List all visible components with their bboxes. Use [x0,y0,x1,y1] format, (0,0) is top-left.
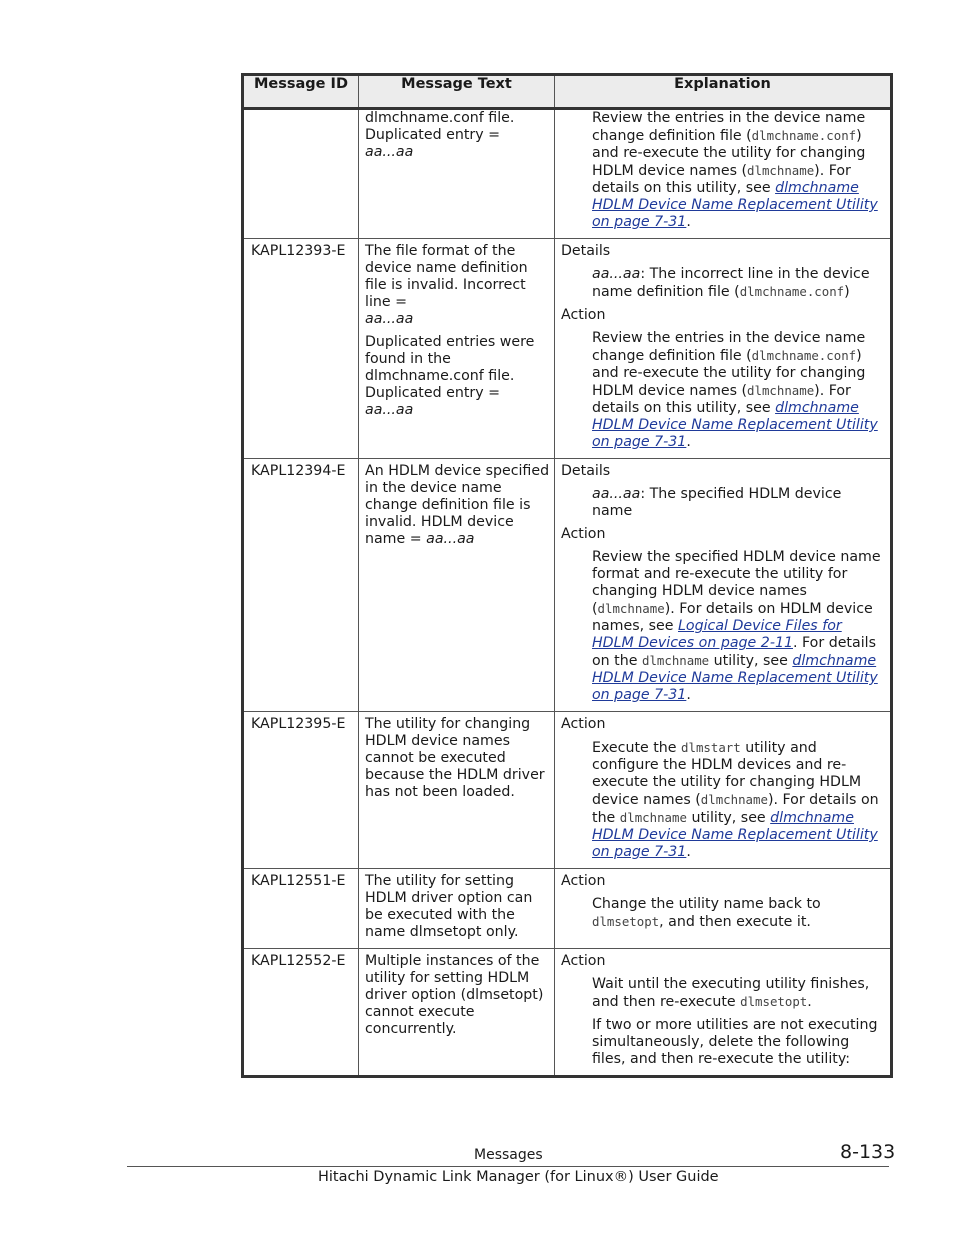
details-text: aa...aa: The specified HDLM device name [592,486,842,519]
action-label: Action [561,307,606,323]
message-id-cell: KAPL12393-E [243,239,359,459]
message-variable: aa...aa [365,402,414,418]
code-term: dlmchname [641,653,710,668]
code-term: dlmchname [747,383,815,398]
message-table [241,73,893,1078]
message-id-cell [243,109,359,239]
code-term: dlmchname [700,792,768,807]
action-text: Review the specified HDLM device name format and re-execute the utility for changing HDLM device names (dlmchname). For details on HDLM device names, see Logical Device Files for HDLM Devices on page 2-11. For details on the dlmchname utility, see dlmchname HDLM Device Name Replacement Utility on page 7-31. [592,549,881,703]
message-text-cell: The utility for changing HDLM device names cannot be executed because the HDLM driver has not been loaded. [359,712,555,869]
footer-divider [127,1166,889,1167]
message-text: An HDLM device specified in the device name change definition file is invalid. HDLM device name = aa...aa [365,463,550,547]
message-text: The file format of the device name definition file is invalid. Incorrect line = [365,243,528,310]
message-text: dlmchname.conf file. [365,110,515,126]
details-label: Details [561,463,611,479]
explanation-cell [555,869,892,949]
table-header-row [243,75,892,109]
message-id-cell: KAPL12551-E [243,869,359,949]
cross-reference-link[interactable]: dlmchname HDLM Device Name Replacement Utility on page 7-31 [592,810,878,860]
code-term: dlmstart [681,740,741,755]
message-text-cell [359,239,555,459]
action-text: Wait until the executing utility finishes, and then re-execute dlmsetopt. [592,976,870,1010]
code-term: dlmsetopt [740,994,808,1009]
action-text: Review the entries in the device name change definition file (dlmchname.conf) and re-execute the utility for changing HDLM device names (dlmchname). For details on this utility, see dlmchname HDLM Device Name Replacement Utility on page 7-31. [592,330,878,450]
action-label: Action [561,526,606,542]
explanation-cell [555,949,892,1077]
code-term: dlmchname [597,601,665,616]
message-variable: aa...aa [426,531,475,547]
explanation-cell [555,712,892,869]
message-text-cell [359,459,555,712]
cross-reference-link[interactable]: Logical Device Files for HDLM Devices on page 2-11 [592,618,842,651]
action-text: Change the utility name back to dlmsetopt, and then execute it. [592,896,821,930]
header-message-id: Message ID [243,75,359,109]
table-row [243,712,892,869]
message-text-cell: The utility for setting HDLM driver option can be executed with the name dlmsetopt only. [359,869,555,949]
action-text: If two or more utilities are not executing simultaneously, delete the following files, and then re-execute the utility: [592,1017,878,1067]
footer-section-name: Messages [474,1147,543,1163]
page-number: 8-133 [840,1141,896,1163]
message-variable: aa...aa [365,311,414,327]
code-term: dlmchname [747,163,815,178]
details-label: Details [561,243,611,259]
cross-reference-link[interactable]: dlmchname HDLM Device Name Replacement Utility on page 7-31 [592,180,878,230]
explanation-cell [555,109,892,239]
message-text: Duplicated entry = [365,127,501,143]
action-label: Action [561,953,606,969]
message-id-cell: KAPL12552-E [243,949,359,1077]
explanation-cell [555,239,892,459]
code-term: dlmchname [619,810,687,825]
table-row [243,459,892,712]
explanation-cell [555,459,892,712]
message-text-cell [359,109,555,239]
code-term: dlmchname.conf [739,284,845,299]
action-label: Action [561,716,606,732]
code-term: dlmsetopt [592,914,660,929]
table-row [243,239,892,459]
cross-reference-link[interactable]: dlmchname HDLM Device Name Replacement Utility on page 7-31 [592,400,878,450]
message-text: Duplicated entries were found in the dlmchname.conf file. Duplicated entry = [365,334,535,401]
message-id-cell: KAPL12395-E [243,712,359,869]
details-text: aa...aa: The incorrect line in the device name definition file (dlmchname.conf) [592,266,870,300]
code-term: dlmchname.conf [751,128,857,143]
cross-reference-link[interactable]: dlmchname HDLM Device Name Replacement Utility on page 7-31 [592,653,878,703]
table-row [243,869,892,949]
action-label: Action [561,873,606,889]
message-variable: aa...aa [365,144,414,160]
table-row [243,109,892,239]
message-id-cell: KAPL12394-E [243,459,359,712]
document-title: Hitachi Dynamic Link Manager (for Linux®) User Guide [318,1169,719,1185]
code-term: dlmchname.conf [751,348,857,363]
table-row [243,949,892,1077]
header-message-text: Message Text [359,75,555,109]
header-explanation: Explanation [555,75,892,109]
message-text-cell: Multiple instances of the utility for setting HDLM driver option (dlmsetopt) cannot execute concurrently. [359,949,555,1077]
action-text: Review the entries in the device name change definition file (dlmchname.conf) and re-execute the utility for changing HDLM device names (dlmchname). For details on this utility, see dlmchname HDLM Device Name Replacement Utility on page 7-31. [592,110,878,230]
action-text: Execute the dlmstart utility and configure the HDLM devices and re-execute the utility for changing HDLM device names (dlmchname). For details on the dlmchname utility, see dlmchname HDLM Device Name Replacement Utility on page 7-31. [592,740,879,860]
